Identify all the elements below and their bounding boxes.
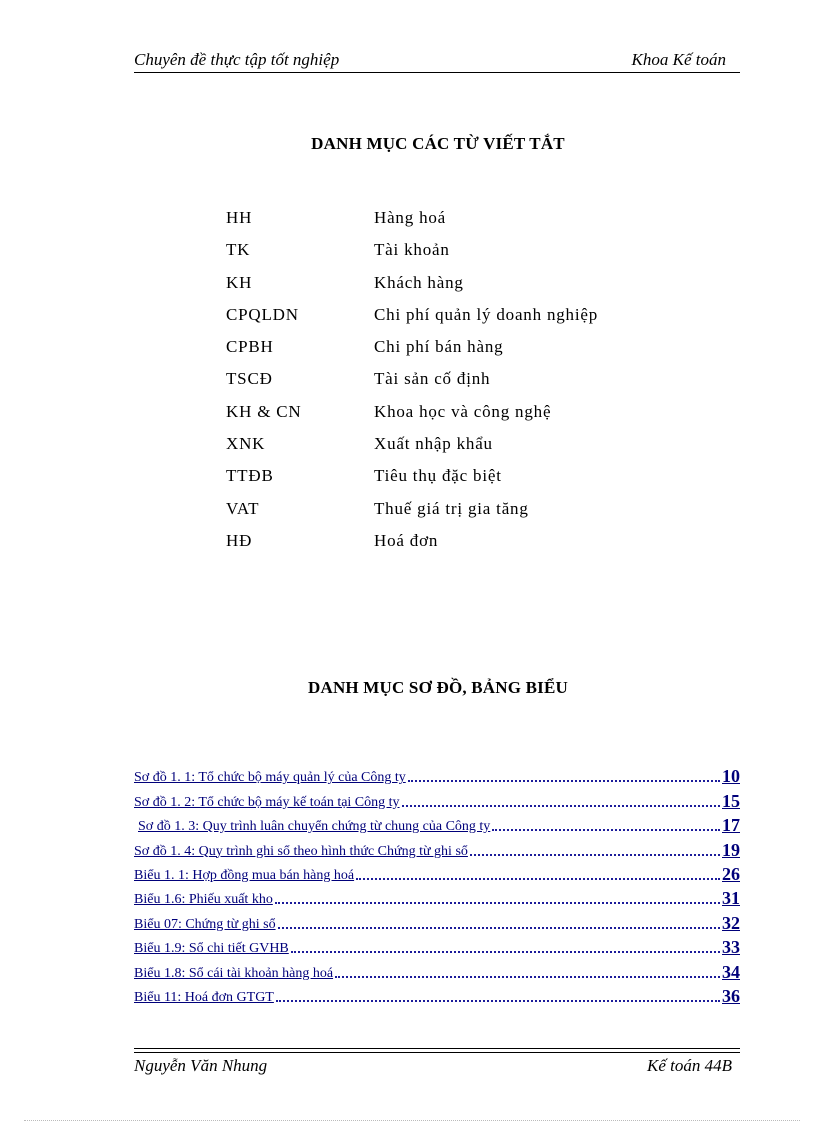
abbreviation-term: HH [226, 208, 253, 227]
toc-entry-page: 10 [722, 766, 740, 787]
toc-entry-link[interactable] [134, 835, 740, 859]
header-right-text: Khoa Kế toán [631, 50, 726, 69]
toc-entry-link[interactable] [134, 908, 740, 932]
toc-dot-leader [291, 943, 720, 953]
toc-entry-link[interactable] [134, 957, 740, 981]
toc-entry-link[interactable] [134, 786, 740, 810]
figures-title: DANH MỤC SƠ ĐỒ, BẢNG BIỂU [307, 678, 569, 697]
footer-right-text: Kế toán 44B [647, 1056, 732, 1075]
toc-entry-link[interactable] [134, 982, 740, 1006]
abbreviation-term: KH & CN [226, 401, 302, 421]
abbreviation-meaning: Hàng hoá [374, 208, 447, 227]
abbreviation-meaning: Khoa học và công nghệ [374, 401, 552, 421]
toc-entry-page: 34 [722, 961, 740, 982]
abbreviation-row [226, 369, 686, 401]
toc-dot-leader [278, 919, 720, 929]
toc-dot-leader [275, 894, 720, 904]
toc-entry-label: Biểu 1.8: Sổ cái tài khoản hàng hoá [134, 965, 334, 981]
page-footer [134, 1054, 740, 1080]
toc-dot-leader [356, 870, 720, 880]
toc-entry-page: 31 [722, 888, 740, 909]
page-edge-divider [24, 1120, 800, 1121]
toc-entry-label: Biểu 1.6: Phiếu xuất kho [134, 892, 273, 908]
toc-entry-page: 19 [722, 839, 740, 860]
toc-entry-label: Sơ đồ 1. 2: Tổ chức bộ máy kế toán tại Công ty [134, 794, 400, 810]
abbreviation-meaning: Xuất nhập khẩu [374, 434, 493, 454]
abbreviation-term: CPQLDN [226, 304, 299, 324]
abbreviation-row [226, 402, 686, 434]
toc-entry-link[interactable] [134, 933, 740, 957]
abbreviation-term: HĐ [226, 530, 253, 550]
toc-dot-leader [276, 992, 720, 1002]
figures-toc [134, 762, 740, 1006]
abbreviation-row [226, 466, 686, 498]
toc-entry-label: Biểu 1.9: Sổ chi tiết GVHB [134, 941, 289, 957]
toc-entry-page: 15 [722, 790, 740, 811]
abbreviation-term: TTĐB [226, 466, 274, 486]
toc-entry-link[interactable] [134, 860, 740, 884]
abbreviation-term: TK [226, 240, 251, 260]
abbreviation-meaning: Tiêu thụ đặc biệt [374, 466, 502, 486]
abbreviation-meaning: Chi phí quản lý doanh nghiệp [374, 304, 599, 324]
toc-entry-page: 26 [722, 863, 740, 884]
abbreviation-row [226, 434, 686, 466]
toc-entry-label: Biểu 11: Hoá đơn GTGT [134, 989, 274, 1005]
toc-entry-label: Biểu 07: Chứng từ ghi sổ [134, 916, 276, 932]
abbreviation-meaning: Tài sản cố định [374, 369, 491, 389]
abbreviations-list [226, 208, 686, 563]
toc-dot-leader [335, 968, 720, 978]
abbreviation-row [226, 208, 686, 240]
abbreviation-meaning: Khách hàng [374, 272, 464, 292]
toc-entry-page: 36 [722, 985, 740, 1006]
abbreviation-meaning: Tài khoản [374, 240, 450, 260]
abbreviation-row [226, 337, 686, 369]
abbreviation-meaning: Thuế giá trị gia tăng [374, 498, 529, 518]
toc-entry-page: 17 [722, 815, 740, 836]
abbreviation-meaning: Hoá đơn [374, 530, 439, 550]
toc-entry-link[interactable] [134, 811, 740, 835]
footer-rule [134, 1048, 740, 1053]
abbreviation-row [226, 240, 686, 272]
abbreviation-row [226, 499, 686, 531]
abbreviation-term: TSCĐ [226, 369, 273, 389]
toc-dot-leader [470, 846, 720, 856]
toc-entry-link[interactable] [134, 762, 740, 786]
toc-dot-leader [408, 772, 720, 782]
header-left-text: Chuyên đề thực tập tốt nghiệp [134, 50, 340, 69]
toc-entry-page: 33 [722, 937, 740, 958]
abbreviation-row [226, 531, 686, 563]
toc-entry-label: Sơ đồ 1. 4: Quy trình ghi sổ theo hình thức Chứng từ ghi sổ [134, 843, 468, 859]
toc-entry-page: 32 [722, 912, 740, 933]
header-rule [134, 72, 740, 73]
abbreviation-term: XNK [226, 434, 266, 454]
abbreviation-term: VAT [226, 498, 260, 518]
abbreviation-term: KH [226, 272, 253, 292]
toc-entry-label: Sơ đồ 1. 3: Quy trình luân chuyển chứng từ chung của Công ty [138, 819, 491, 835]
footer-left-text: Nguyễn Văn Nhung [134, 1056, 268, 1075]
toc-entry-label: Sơ đồ 1. 1: Tổ chức bộ máy quản lý của Công ty [134, 770, 406, 786]
abbreviation-term: CPBH [226, 337, 274, 357]
toc-entry-label: Biểu 1. 1: Hợp đồng mua bán hàng hoá [134, 867, 355, 883]
toc-entry-link[interactable] [134, 884, 740, 908]
abbreviation-meaning: Chi phí bán hàng [374, 337, 504, 357]
abbreviation-row [226, 305, 686, 337]
toc-dot-leader [492, 821, 720, 831]
toc-dot-leader [402, 797, 720, 807]
page-header [134, 46, 740, 72]
abbreviations-title: DANH MỤC CÁC TỪ VIẾT TẮT [311, 134, 565, 153]
abbreviation-row [226, 273, 686, 305]
